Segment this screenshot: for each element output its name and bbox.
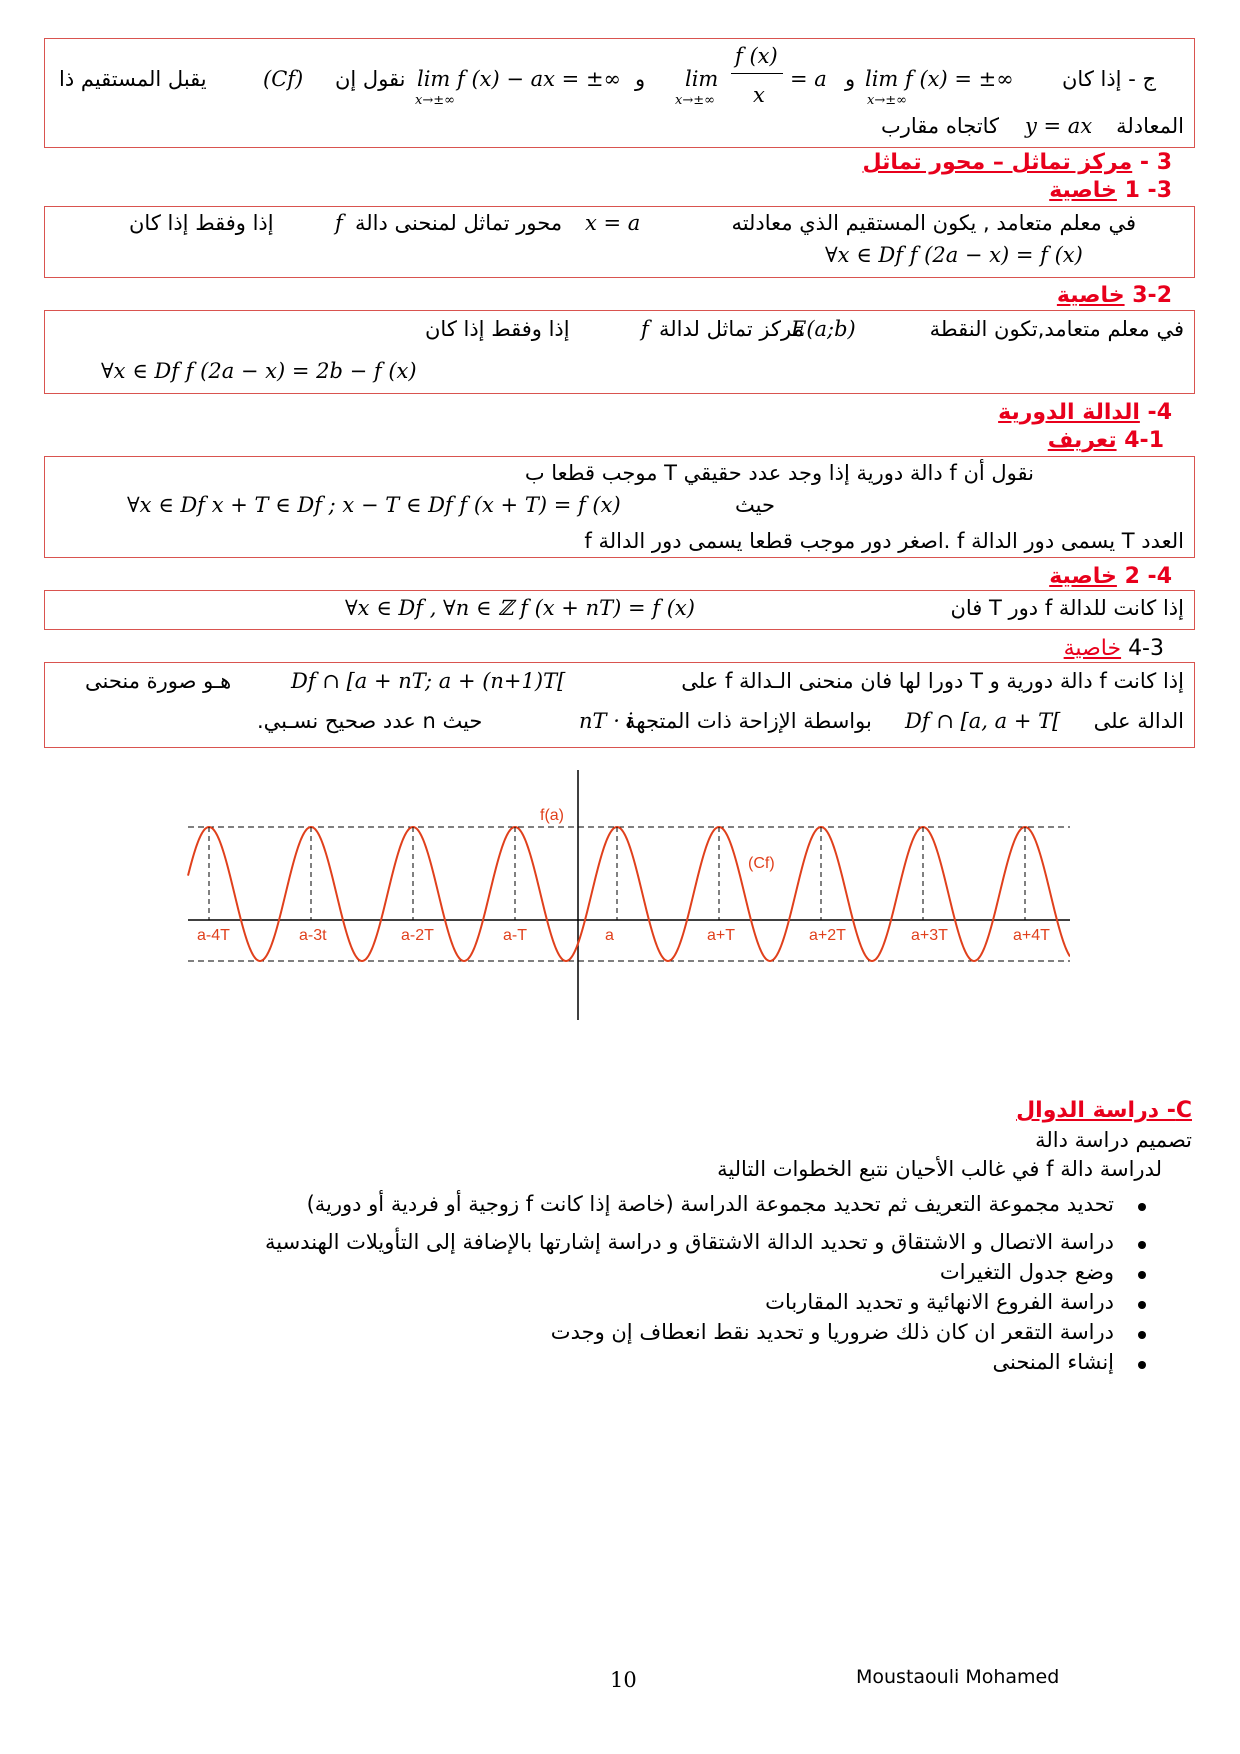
box2-line1-b: محور تماثل لمنحنى دالة — [355, 211, 563, 235]
box3-point: E(a;b) — [791, 317, 856, 341]
page-number: 10 — [610, 1668, 637, 1692]
tick-label: a-T — [503, 927, 527, 944]
bullet-icon — [1138, 1203, 1146, 1211]
fa-label: f(a) — [540, 807, 564, 824]
study-step: وضع جدول التغيرات — [939, 1260, 1114, 1284]
box1-line2-rest: كاتجاه مقارب — [881, 114, 1000, 138]
box4-formula: ∀x ∈ Df x + T ∈ Df ; x − T ∈ Df f (x + T) = f (x) — [127, 493, 621, 517]
study-step: دراسة الفروع الانهائية و تحديد المقاربات — [765, 1290, 1114, 1314]
tick-label: a+T — [707, 927, 736, 944]
box4-line1: نقول أن f دالة دورية إذا وجد عدد حقيقي T موجب قطعا ب — [524, 461, 1034, 485]
box6-interval1: Df ∩ [a + nT; a + (n+1)T[ — [291, 669, 566, 693]
section-4-heading: 4- الدالة الدورية — [998, 400, 1172, 425]
box1-limit2-sub: x→±∞ — [675, 93, 715, 108]
box6-line1-b: هـو صورة منحنى — [85, 669, 232, 693]
box6-interval2: Df ∩ [a, a + T[ — [905, 709, 1061, 733]
cf-label: (Cf) — [748, 855, 775, 872]
box6-vec: nT · i — [579, 709, 634, 733]
box1-frac-den: x — [753, 83, 765, 107]
section-c-heading: C- دراسة الدوال — [1016, 1098, 1192, 1123]
bullet-icon — [1138, 1271, 1146, 1279]
box1-limit1-sub: x→±∞ — [867, 93, 907, 108]
study-intro: لدراسة دالة f في غالب الأحيان نتبع الخطوات التالية — [717, 1157, 1162, 1181]
study-step: دراسة التقعر ان كان ذلك ضروريا و تحديد نقط انعطاف إن وجدت — [550, 1320, 1114, 1344]
bullet-icon — [1138, 1301, 1146, 1309]
tick-label: a-2T — [401, 927, 434, 944]
symmetry-axis-box — [44, 206, 1195, 278]
study-step: إنشاء المنحنى — [992, 1350, 1114, 1374]
box2-line1-a: في معلم متعامد , يكون المستقيم الذي معادلته — [731, 211, 1136, 235]
box1-limit1: lim f (x) = ±∞ — [865, 67, 1014, 91]
tick-label: a-3t — [299, 927, 327, 944]
study-step: دراسة الاتصال و الاشتقاق و تحديد الدالة الاشتقاق و دراسة إشارتها بالإضافة إلى التأويلات الهندسية — [264, 1230, 1114, 1254]
box2-line1-c: إذا وفقط إذا كان — [129, 211, 274, 235]
section-4-3-heading: 4-3 خاصية — [1063, 636, 1164, 661]
periodic-definition-box — [44, 456, 1195, 558]
box1-limit2: lim — [685, 67, 719, 91]
section-4-2-heading: 4- 2 خاصية — [1049, 564, 1172, 589]
tick-label: a — [605, 927, 614, 944]
tick-label: a+3T — [911, 927, 948, 944]
box1-accepts: يقبل المستقيم ذا — [59, 67, 207, 91]
periodic-graph — [180, 770, 1070, 1020]
tick-label: a+2T — [809, 927, 846, 944]
section-3-heading: 3 - مركز تماثل – محور تماثل — [862, 150, 1172, 175]
section-3-1-heading: 3- 1 خاصية — [1049, 178, 1172, 203]
box1-and2: و — [845, 67, 856, 91]
box1-frac-num: f (x) — [735, 44, 778, 68]
periodic-translation-box — [44, 662, 1195, 748]
box6-line2-b: بواسطة الإزاحة ذات المتجهة — [625, 709, 872, 733]
box3-line1-c: إذا وفقط إذا كان — [425, 317, 570, 341]
tick-label: a-4T — [197, 927, 230, 944]
author: Moustaouli Mohamed — [856, 1666, 1060, 1688]
periodic-property-box — [44, 590, 1195, 630]
box1-intro: ج - إذا كان — [1062, 67, 1156, 91]
bullet-icon — [1138, 1241, 1146, 1249]
frac-bar — [731, 73, 783, 74]
box5-text: إذا كانت للدالة f دور T فان — [950, 596, 1184, 620]
study-step: تحديد مجموعة التعريف ثم تحديد مجموعة الدراسة (خاصة إذا كانت f زوجية أو فردية أو دورية) — [306, 1192, 1114, 1216]
box4-line3: العدد T يسمى دور الدالة f .اصغر دور موجب قطعا يسمى دور الدالة f — [584, 529, 1184, 553]
box4-where: حيث — [735, 493, 775, 517]
tick-label: a+4T — [1013, 927, 1050, 944]
box1-limit2-rhs: = a — [790, 67, 827, 91]
box1-cf: (Cf) — [263, 67, 304, 91]
box6-line1-a: إذا كانت f دالة دورية و T دورا لها فان منحنى الـدالة f على — [681, 669, 1184, 693]
box2-f: f — [335, 211, 343, 235]
box3-formula: ∀x ∈ Df f (2a − x) = 2b − f (x) — [101, 359, 417, 383]
study-design: تصميم دراسة دالة — [1035, 1128, 1192, 1152]
section-3-2-heading: 3-2 خاصية — [1056, 283, 1172, 308]
box1-we-say: نقول إن — [335, 67, 406, 91]
bullet-icon — [1138, 1331, 1146, 1339]
box1-and1: و — [635, 67, 646, 91]
box3-line1-a: في معلم متعامد,تكون النقطة — [929, 317, 1184, 341]
box3-f: f — [641, 317, 649, 341]
box1-limit3-sub: x→±∞ — [415, 93, 455, 108]
box1-line2: المعادلة — [1116, 114, 1184, 138]
box2-eq: x = a — [585, 211, 641, 235]
box2-formula: ∀x ∈ Df f (2a − x) = f (x) — [825, 243, 1083, 267]
box1-limit3: lim f (x) − ax = ±∞ — [417, 67, 622, 91]
box5-formula: ∀x ∈ Df , ∀n ∈ ℤ f (x + nT) = f (x) — [345, 596, 695, 620]
asymptote-box — [44, 38, 1195, 148]
box1-eq: y = ax — [1025, 114, 1093, 138]
box3-line1-b: مركز تماثل لدالة — [659, 317, 804, 341]
box6-line2-a: الدالة على — [1093, 709, 1184, 733]
symmetry-center-box — [44, 310, 1195, 394]
box6-line2-c: حيث n عدد صحيح نسـبي. — [257, 709, 483, 733]
section-4-1-heading: 4-1 تعريف — [1047, 428, 1164, 453]
bullet-icon — [1138, 1361, 1146, 1369]
